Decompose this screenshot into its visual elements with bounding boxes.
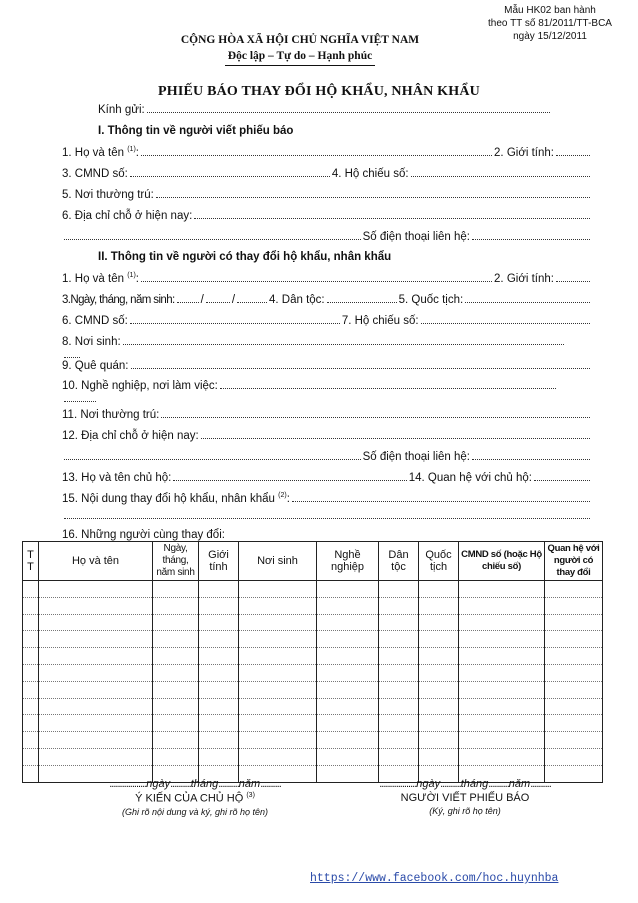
table-cell[interactable] [39, 664, 153, 681]
table-cell[interactable] [23, 698, 39, 715]
table-row [23, 732, 603, 749]
motto-underline [225, 65, 375, 66]
s2-phone-field[interactable] [472, 459, 590, 460]
table-cell[interactable] [23, 732, 39, 749]
table-row [23, 631, 603, 648]
table-cell[interactable] [545, 581, 603, 598]
table-cell[interactable] [317, 681, 379, 698]
table-cell[interactable] [317, 732, 379, 749]
s2-dob-day[interactable] [177, 302, 199, 303]
nation-title: CỘNG HÒA XÃ HỘI CHỦ NGHĨA VIỆT NAM [180, 34, 420, 46]
right-sig-note: (Ký, ghi rõ họ tên) [429, 806, 501, 816]
s2-phone-label: Số điện thoại liên hệ: [362, 451, 470, 463]
s2-change-row [62, 489, 592, 505]
s2-current-label: 12. Địa chỉ chỗ ở hiện nay: [62, 430, 199, 442]
table-cell[interactable] [545, 732, 603, 749]
s2-change-field[interactable] [292, 501, 590, 502]
table-cell[interactable] [199, 681, 239, 698]
s2-permanent-label: 11. Nơi thường trú: [62, 409, 160, 421]
table-cell[interactable] [419, 648, 459, 665]
table-cell[interactable] [23, 765, 39, 782]
table-cell[interactable] [419, 748, 459, 765]
s2-phone-row [62, 447, 592, 463]
table-cell[interactable] [239, 681, 317, 698]
table-cell[interactable] [317, 664, 379, 681]
table-cell[interactable] [379, 581, 419, 598]
s1-phone-field[interactable] [472, 239, 590, 240]
table-cell[interactable] [239, 614, 317, 631]
s2-ethnic-field[interactable] [327, 302, 397, 303]
form-code-line2: theo TT số 81/2011/TT-BCA [488, 18, 612, 29]
table-cell[interactable] [23, 681, 39, 698]
table-cell[interactable] [199, 631, 239, 648]
table-cell[interactable] [379, 631, 419, 648]
s2-change-label: 15. Nội dung thay đổi hộ khẩu, nhân khẩu $^{(2)}$: [62, 492, 290, 505]
table-cell[interactable] [239, 748, 317, 765]
table-cell[interactable] [239, 597, 317, 614]
table-cell[interactable] [459, 732, 545, 749]
table-cell[interactable] [459, 681, 545, 698]
table-cell[interactable] [419, 698, 459, 715]
s2-id-field[interactable] [130, 323, 340, 324]
s2-hometown-field[interactable] [131, 368, 591, 369]
table-cell[interactable] [199, 597, 239, 614]
s2-change-field-2[interactable] [64, 518, 590, 519]
s1-current-label: 6. Địa chỉ chỗ ở hiện nay: [62, 210, 193, 222]
table-cell[interactable] [545, 748, 603, 765]
table-cell[interactable] [153, 664, 199, 681]
table-row [23, 581, 603, 598]
greeting-label: Kính gửi: [98, 104, 145, 116]
table-cell[interactable] [153, 715, 199, 732]
s1-phone-label: Số điện thoại liên hệ: [362, 231, 470, 243]
table-cell[interactable] [317, 614, 379, 631]
table-cell[interactable] [39, 681, 153, 698]
table-cell[interactable] [459, 631, 545, 648]
s2-current-row [62, 426, 592, 442]
form-code-line1: Mẫu HK02 ban hành [504, 5, 596, 16]
table-cell[interactable] [459, 664, 545, 681]
s2-dob-slash-1: / [200, 294, 204, 306]
table-row [23, 715, 603, 732]
table-cell[interactable] [239, 581, 317, 598]
table-row [23, 748, 603, 765]
section2-heading [98, 247, 592, 263]
table-cell[interactable] [153, 732, 199, 749]
table-cell[interactable] [39, 732, 153, 749]
table-cell[interactable] [23, 581, 39, 598]
s1-id-row [62, 164, 592, 180]
table-cell[interactable] [419, 614, 459, 631]
left-sig-title: Ý KIẾN CỦA CHỦ HỘ $^{(3)}$ [135, 792, 255, 805]
table-body [23, 581, 603, 783]
table-cell[interactable] [379, 698, 419, 715]
col-tt: T T [23, 542, 39, 581]
table-cell[interactable] [459, 614, 545, 631]
table-cell[interactable] [545, 698, 603, 715]
table-cell[interactable] [153, 681, 199, 698]
table-cell[interactable] [459, 715, 545, 732]
s2-occupation-label: 10. Nghề nghiệp, nơi làm việc: [62, 380, 218, 392]
s1-current-field[interactable] [194, 218, 590, 219]
s2-change-row2 [62, 506, 592, 522]
table-row [23, 664, 603, 681]
table-row [23, 597, 603, 614]
col-relation: Quan hệ với người có thay đổi [545, 542, 603, 581]
table-cell[interactable] [419, 681, 459, 698]
table-cell[interactable] [379, 732, 419, 749]
s2-cochangers-label: 16. Những người cùng thay đổi: [62, 529, 225, 541]
s2-dob-month[interactable] [206, 302, 230, 303]
s2-current-field-2[interactable] [64, 459, 361, 460]
s2-occupation-field-2[interactable] [64, 401, 96, 402]
col-dob: Ngày, tháng, năm sinh [153, 542, 199, 581]
s2-occupation-row [62, 376, 558, 392]
table-cell[interactable] [545, 664, 603, 681]
s2-occupation-field[interactable] [220, 388, 556, 389]
col-occupation: Nghề nghiệp [317, 542, 379, 581]
table-cell[interactable] [379, 648, 419, 665]
table-cell[interactable] [239, 698, 317, 715]
table-cell[interactable] [23, 664, 39, 681]
table-cell[interactable] [379, 681, 419, 698]
table-cell[interactable] [419, 581, 459, 598]
table-cell[interactable] [39, 698, 153, 715]
s2-permanent-field[interactable] [161, 417, 590, 418]
form-title: PHIẾU BÁO THAY ĐỔI HỘ KHẨU, NHÂN KHẨU [158, 84, 480, 99]
table-cell[interactable] [317, 648, 379, 665]
table-cell[interactable] [39, 715, 153, 732]
s2-current-field[interactable] [201, 438, 590, 439]
s2-relation-field[interactable] [534, 480, 590, 481]
table-cell[interactable] [39, 648, 153, 665]
table-cell[interactable] [153, 698, 199, 715]
table-cell[interactable] [239, 715, 317, 732]
col-id: CMND số (hoặc Hộ chiếu số) [459, 542, 545, 581]
table-cell[interactable] [419, 631, 459, 648]
table-cell[interactable] [317, 748, 379, 765]
table-cell[interactable] [379, 664, 419, 681]
table-cell[interactable] [419, 597, 459, 614]
table-cell[interactable] [153, 631, 199, 648]
s2-name-field[interactable] [141, 281, 492, 282]
table-cell[interactable] [545, 681, 603, 698]
table-cell[interactable] [199, 732, 239, 749]
s2-gender-label: 2. Giới tính: [494, 273, 554, 285]
s1-current-field-2[interactable] [64, 239, 361, 240]
table-cell[interactable] [459, 581, 545, 598]
table-cell[interactable] [39, 748, 153, 765]
right-sig-title: NGƯỜI VIẾT PHIẾU BÁO [400, 792, 530, 804]
table-cell[interactable] [379, 715, 419, 732]
s1-passport-label: 4. Hộ chiếu số: [331, 168, 409, 180]
s2-name-row [62, 269, 592, 285]
col-ethnic: Dân tộc [379, 542, 419, 581]
s1-phone-row [62, 227, 592, 243]
table-cell[interactable] [153, 614, 199, 631]
col-nationality: Quốc tịch [419, 542, 459, 581]
table-cell[interactable] [545, 614, 603, 631]
s2-passport-field[interactable] [421, 323, 590, 324]
s1-current-row [62, 206, 592, 222]
table-cell[interactable] [419, 732, 459, 749]
s1-name-label: 1. Họ và tên $^{(1)}$: [62, 146, 139, 159]
s2-nationality-field[interactable] [465, 302, 590, 303]
right-date: ..................ngày..........tháng..........năm.......... [379, 778, 551, 790]
s2-nationality-label: 5. Quốc tịch: [398, 294, 464, 306]
s2-ethnic-label: 4. Dân tộc: [269, 294, 325, 306]
motto: Độc lập – Tự do – Hạnh phúc [227, 50, 373, 62]
table-cell[interactable] [459, 597, 545, 614]
greeting-row [98, 100, 552, 116]
s2-gender-field[interactable] [556, 281, 590, 282]
table-cell[interactable] [199, 648, 239, 665]
left-date: ..................ngày..........tháng..........năm.......... [109, 778, 281, 790]
table-cell[interactable] [379, 597, 419, 614]
s2-permanent-row [62, 405, 592, 421]
s2-cochangers-row [62, 525, 592, 541]
table-row [23, 681, 603, 698]
col-birthplace: Nơi sinh [239, 542, 317, 581]
table-cell[interactable] [317, 698, 379, 715]
table-cell[interactable] [545, 715, 603, 732]
table-cell[interactable] [153, 597, 199, 614]
s1-permanent-row [62, 185, 592, 201]
table-cell[interactable] [23, 648, 39, 665]
table-cell[interactable] [39, 581, 153, 598]
table-row [23, 614, 603, 631]
s2-id-row [62, 311, 592, 327]
table-cell[interactable] [153, 581, 199, 598]
s2-head-label: 13. Họ và tên chủ hộ: [62, 472, 172, 484]
s1-id-label: 3. CMND số: [62, 168, 128, 180]
s1-permanent-field[interactable] [156, 197, 590, 198]
s2-head-row [62, 468, 592, 484]
s2-dob-year[interactable] [237, 302, 267, 303]
table-cell[interactable] [39, 597, 153, 614]
table-cell[interactable] [23, 715, 39, 732]
table-cell[interactable] [239, 648, 317, 665]
reporter-signature [345, 778, 585, 816]
table-cell[interactable] [317, 715, 379, 732]
table-cell[interactable] [199, 581, 239, 598]
table-cell[interactable] [199, 748, 239, 765]
s1-name-field[interactable] [141, 155, 492, 156]
table-cell[interactable] [239, 631, 317, 648]
table-cell[interactable] [459, 748, 545, 765]
table-cell[interactable] [23, 631, 39, 648]
s2-dob-label: 3.Ngày, tháng, năm sinh: [62, 294, 175, 306]
table-cell[interactable] [545, 631, 603, 648]
s1-name-row [62, 143, 592, 159]
s2-head-field[interactable] [173, 480, 406, 481]
table-cell[interactable] [317, 597, 379, 614]
table-cell[interactable] [317, 581, 379, 598]
table-cell[interactable] [153, 648, 199, 665]
table-cell[interactable] [239, 732, 317, 749]
s2-hometown-row [62, 356, 592, 372]
table-cell[interactable] [379, 614, 419, 631]
footer-link[interactable]: https://www.facebook.com/hoc.huynhba [310, 872, 559, 885]
greeting-field[interactable] [147, 112, 550, 113]
section1-heading [98, 121, 592, 137]
form-code-line3: ngày 15/12/2011 [513, 31, 587, 42]
table-row [23, 698, 603, 715]
col-gender: Giới tính [199, 542, 239, 581]
s1-passport-field[interactable] [411, 176, 590, 177]
table-cell[interactable] [23, 597, 39, 614]
s2-name-label: 1. Họ và tên $^{(1)}$: [62, 272, 139, 285]
table-row [23, 648, 603, 665]
form-code [460, 4, 638, 43]
co-changers-table [22, 541, 602, 783]
s1-id-field[interactable] [130, 176, 330, 177]
table-cell[interactable] [379, 748, 419, 765]
table-cell[interactable] [23, 614, 39, 631]
table-cell[interactable] [459, 648, 545, 665]
left-sig-note: (Ghi rõ nội dung và ký, ghi rõ họ tên) [121, 806, 269, 817]
table-cell[interactable] [419, 664, 459, 681]
s1-gender-label: 2. Giới tính: [494, 147, 554, 159]
table-cell[interactable] [23, 748, 39, 765]
s2-birthplace-row [62, 332, 566, 348]
table-cell[interactable] [39, 614, 153, 631]
s2-passport-label: 7. Hộ chiếu số: [341, 315, 419, 327]
table-cell[interactable] [39, 631, 153, 648]
table-cell[interactable] [153, 748, 199, 765]
table-cell[interactable] [199, 715, 239, 732]
col-name: Họ và tên [39, 542, 153, 581]
s1-permanent-label: 5. Nơi thường trú: [62, 189, 154, 201]
table-cell[interactable] [199, 698, 239, 715]
s2-dob-row [62, 290, 592, 306]
table-cell[interactable] [545, 597, 603, 614]
table-cell[interactable] [545, 648, 603, 665]
s2-hometown-label: 9. Quê quán: [62, 360, 129, 372]
table-cell[interactable] [199, 664, 239, 681]
s2-birthplace-field[interactable] [123, 344, 564, 345]
s2-dob-slash-2: / [231, 294, 236, 306]
table-header-row [23, 542, 603, 581]
household-head-signature [80, 778, 310, 817]
s2-birthplace-label: 8. Nơi sinh: [62, 336, 121, 348]
table-cell[interactable] [419, 715, 459, 732]
table-cell[interactable] [459, 698, 545, 715]
s2-relation-label: 14. Quan hệ với chủ hộ: [408, 472, 532, 484]
section1-title: I. Thông tin về người viết phiếu báo [98, 125, 294, 137]
s2-occupation-row2 [62, 389, 98, 405]
table-cell[interactable] [199, 614, 239, 631]
table-cell[interactable] [317, 631, 379, 648]
table-cell[interactable] [239, 664, 317, 681]
s2-id-label: 6. CMND số: [62, 315, 128, 327]
section2-title: II. Thông tin về người có thay đổi hộ khẩu, nhân khẩu [98, 251, 392, 263]
s1-gender-field[interactable] [556, 155, 590, 156]
